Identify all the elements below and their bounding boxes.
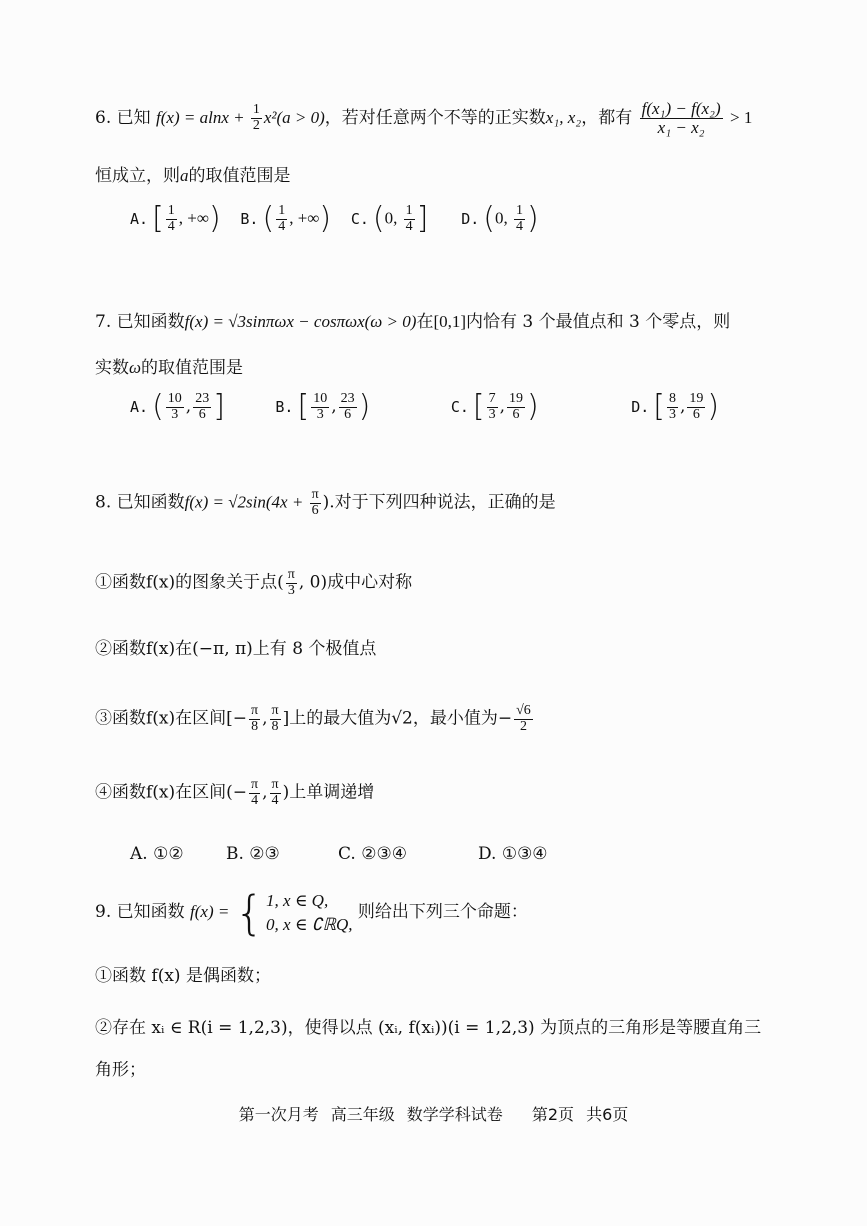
q7-option-d-n1: 8 — [669, 391, 676, 406]
q7-option-b-close: ) — [358, 389, 371, 425]
q6-option-b[interactable] — [240, 201, 345, 237]
q8-s4-d2: 4 — [271, 792, 279, 808]
q6-option-a[interactable] — [130, 201, 235, 237]
q6-half-den: 2 — [252, 117, 260, 133]
q8-statement-3: ③函数f(x)在区间[− $\frac{\pi}{8}$ , $\frac{\pi}{8}$ ]上的最大值为√2，最小值为− $\frac{√6}{2}$ — [95, 703, 531, 734]
q7-option-a-n1: 10 — [167, 391, 182, 406]
q7-option-a-label: A. — [130, 397, 149, 416]
q6-frac-den: x₁ − x₂ — [657, 117, 705, 137]
q6-option-c-num: 1 — [405, 203, 413, 218]
q8-s4-post: )上单调递增 — [282, 782, 375, 803]
q7-option-b-n1: 10 — [313, 391, 328, 406]
q8-func-pre: f(x) = √2sin(4x + — [184, 492, 308, 512]
q8-line1 — [95, 488, 807, 518]
q6-option-a-frac — [166, 204, 177, 234]
q7-option-b-label: B. — [275, 397, 294, 416]
q7-option-c-open: [ — [472, 389, 485, 425]
q7-interval: [0,1] — [433, 312, 467, 331]
q8-func-post: ).对于下列四种说法，正确的是 — [322, 492, 556, 513]
q6-option-d-num: 1 — [516, 203, 523, 218]
q6-func: f(x) = alnx + — [156, 107, 249, 127]
q8-s3-frac1 — [249, 704, 260, 734]
q7-option-d-d2: 6 — [692, 406, 700, 422]
q6-option-b-open: ( — [262, 201, 275, 237]
q8-s1-num: π — [287, 567, 295, 582]
q6-half — [251, 103, 262, 133]
q8-s4-d1: 4 — [251, 792, 259, 808]
q8-s2-text: ②函数f(x)在(−π, π)上有 8 个极值点 — [95, 639, 377, 659]
q6-option-a-num: 1 — [167, 203, 175, 218]
q6-option-c-label: C. — [350, 209, 369, 228]
q8-s3-d2: 8 — [271, 718, 279, 734]
q7-option-a-frac1 — [166, 392, 184, 422]
q6-option-d-open: ( — [483, 201, 495, 237]
q8-s3-frac2 — [270, 704, 281, 734]
q7-func: f(x) = √3sinπωx − cosπωx(ω > 0) — [184, 312, 417, 331]
q7-option-d[interactable]: D. [ $\frac{8}{3}$ , $\frac{19}{6}$ ) — [631, 389, 720, 425]
q6-option-a-close: ) — [209, 201, 221, 237]
q6-option-a-open: [ — [152, 201, 164, 237]
q8-s4-n2: π — [271, 777, 279, 792]
q6-prefix: 已知 — [116, 107, 151, 128]
q6-number: 6. — [95, 107, 112, 128]
footer-total: 共6页 — [586, 1105, 629, 1124]
q8-s1-pre: ①函数f(x)的图象关于点( — [95, 572, 284, 593]
q8-s4-pre: ④函数f(x)在区间(− — [95, 782, 248, 803]
q9-piecewise — [234, 885, 353, 940]
q8-option-d[interactable]: D. ①③④ — [478, 844, 548, 864]
q9-s2-text: ②存在 xᵢ ∈ R(i = 1,2,3)，使得以点 (xᵢ, f(xᵢ))(i = 1,2,3) 为顶点的三角形是等腰直角三 — [95, 1018, 762, 1038]
q7-option-c-frac2 — [507, 392, 525, 422]
q7-option-d-close: ) — [707, 389, 720, 425]
q7-option-b-frac2 — [339, 392, 357, 422]
q6-func-tail: x²(a > 0) — [263, 107, 325, 127]
q8-s3-frac3 — [514, 704, 533, 734]
q7-option-b[interactable]: B. [ $\frac{10}{3}$ , $\frac{23}{6}$ ) — [275, 389, 371, 425]
q8-s3-n2: π — [271, 703, 279, 718]
q7-option-d-frac1 — [667, 392, 678, 422]
q9-case2: 0, x ∈ ∁ℝQ, — [266, 914, 353, 934]
q6-option-c-frac — [404, 204, 415, 234]
q8-statement-1 — [95, 568, 807, 598]
q7-option-b-n2: 23 — [340, 391, 355, 406]
q9-s1-text: ①函数 f(x) 是偶函数； — [95, 966, 271, 986]
q7-option-c-close: ) — [527, 389, 539, 425]
q6-option-d-den: 4 — [516, 218, 523, 234]
q6-option-b-den: 4 — [278, 218, 286, 234]
q9-prefix: 已知函数 — [116, 902, 185, 922]
q7-option-b-d1: 3 — [316, 406, 324, 422]
q9-s2-cont: 角形； — [95, 1060, 146, 1080]
footer-exam: 第一次月考 — [238, 1105, 319, 1124]
q9-brace: { — [234, 885, 265, 940]
q8-number: 8. — [95, 492, 112, 513]
q6-line2 — [95, 164, 807, 188]
q7-option-c-frac1 — [487, 392, 498, 422]
q8-s3-d1: 8 — [251, 718, 259, 734]
q8-s1-frac — [286, 568, 297, 598]
q7-mid: 在 — [416, 312, 434, 332]
q6-option-a-den: 4 — [167, 218, 175, 234]
q6-option-c[interactable] — [350, 201, 456, 237]
q8-prefix: 已知函数 — [116, 492, 185, 513]
q8-s3-n1: π — [251, 703, 259, 718]
q6-option-b-close: ) — [319, 201, 332, 237]
q6-option-d[interactable] — [461, 201, 566, 237]
q6-option-c-close: ] — [416, 201, 429, 237]
q6-option-d-close: ) — [527, 201, 539, 237]
q8-statement-2 — [95, 637, 807, 661]
q8-options — [130, 842, 807, 866]
q6-vars: x₁, x₂ — [545, 107, 582, 127]
q6-options — [130, 201, 807, 237]
q7-option-c[interactable]: C. [ $\frac{7}{3}$ , $\frac{19}{6}$ ) — [450, 389, 539, 425]
q8-s4-frac2 — [270, 778, 281, 808]
q9-statement-2-cont — [95, 1058, 807, 1082]
q7-tail: 内恰有 3 个最值点和 3 个零点，则 — [466, 312, 731, 332]
q7-option-a[interactable]: A. ( $\frac{10}{3}$ , $\frac{23}{6}$ ] — [130, 389, 225, 425]
q6-option-b-rest: , +∞ — [289, 208, 320, 228]
q7-option-b-d2: 6 — [344, 406, 352, 422]
footer-grade: 高三年级 — [330, 1105, 395, 1124]
q7-option-b-frac1 — [311, 392, 329, 422]
q6-line2-tail: 的取值范围是 — [188, 166, 291, 186]
q6-diff-quotient — [640, 100, 723, 137]
q9-line1 — [95, 885, 807, 940]
q9-statement-2 — [95, 1016, 807, 1040]
q8-s1-den: 3 — [287, 582, 295, 598]
q6-line2-text: 恒成立，则 — [95, 166, 180, 186]
q7-option-d-d1: 3 — [669, 406, 676, 422]
q6-frac-num: f(x₁) − f(x₂) — [641, 99, 721, 118]
q6-option-d-label: D. — [461, 209, 480, 228]
q6-option-d-frac — [514, 204, 525, 234]
q9-case1: 1, x ∈ Q, — [266, 890, 329, 910]
q7-option-c-n1: 7 — [488, 391, 496, 406]
q7-option-a-d2: 6 — [198, 406, 206, 422]
q7-prefix: 已知函数 — [116, 312, 185, 332]
q6-option-b-label: B. — [240, 209, 259, 228]
q7-number: 7. — [95, 312, 112, 332]
q7-option-d-open: [ — [653, 389, 665, 425]
q8-statement-4: ④函数f(x)在区间(− $\frac{\pi}{4}$ , $\frac{\pi}{4}$ )上单调递增 — [95, 777, 375, 808]
q7-option-a-n2: 23 — [195, 391, 210, 406]
q6-option-b-num: 1 — [278, 203, 286, 218]
q7-options — [130, 389, 807, 425]
q8-pi-frac — [310, 488, 321, 518]
q7-line2 — [95, 356, 807, 380]
q8-s4-n1: π — [251, 777, 259, 792]
q6-line1 — [95, 100, 807, 137]
q6-option-b-frac — [276, 204, 287, 234]
q6-var-a: a — [180, 166, 189, 185]
q7-line1 — [95, 310, 807, 334]
q7-option-a-open: ( — [152, 389, 164, 425]
q9-func: f(x) = — [190, 902, 230, 921]
q7-line2-pre: 实数 — [95, 358, 129, 378]
q8-option-b[interactable]: B. ②③ — [226, 844, 280, 864]
q7-option-b-open: [ — [297, 389, 310, 425]
q8-s1-post: , 0)成中心对称 — [298, 572, 413, 593]
q9-number: 9. — [95, 902, 112, 922]
q6-option-c-den: 4 — [405, 218, 413, 234]
page-footer — [0, 1102, 867, 1125]
q8-s3-n3: √6 — [516, 703, 531, 718]
q7-option-a-frac2 — [193, 392, 211, 422]
q6-option-c-open: ( — [372, 201, 385, 237]
q6-option-d-pre: 0, — [495, 208, 512, 228]
q6-half-num: 1 — [252, 102, 260, 118]
q7-omega: ω — [129, 358, 142, 377]
q7-option-c-d2: 6 — [512, 406, 520, 422]
q6-option-c-pre: 0, — [384, 208, 402, 228]
q9-statement-1 — [95, 964, 807, 988]
q7-option-d-label: D. — [631, 397, 650, 416]
q6-gt: > 1 — [730, 107, 753, 127]
q7-line2-tail: 的取值范围是 — [141, 358, 244, 378]
q8-s4-frac1 — [249, 778, 260, 808]
q8-pi-den: 6 — [311, 502, 319, 518]
q8-pi-num: π — [311, 487, 319, 502]
q7-option-d-frac2 — [687, 392, 705, 422]
q8-s3-d3: 2 — [519, 718, 527, 734]
q8-option-a[interactable]: A. ①② — [130, 844, 184, 864]
q7-option-d-n2: 19 — [689, 391, 704, 406]
footer-subject: 数学学科试卷 — [406, 1105, 503, 1124]
q8-s3-pre: ③函数f(x)在区间[− — [95, 708, 248, 729]
q6-option-a-rest: , +∞ — [178, 208, 209, 228]
footer-page: 第2页 — [531, 1105, 575, 1124]
q7-option-c-label: C. — [450, 397, 469, 416]
q8-option-c[interactable]: C. ②③④ — [338, 844, 407, 864]
q7-option-a-close: ] — [213, 389, 225, 425]
q6-have: ，都有 — [581, 107, 633, 128]
q7-option-c-d1: 3 — [488, 406, 496, 422]
q7-option-a-d1: 3 — [171, 406, 179, 422]
q7-option-c-n2: 19 — [509, 391, 523, 406]
q6-condition: ，若对任意两个不等的正实数 — [324, 107, 546, 128]
q6-option-a-label: A. — [130, 209, 149, 228]
q8-s3-mid: ]上的最大值为√2，最小值为− — [282, 708, 513, 729]
q9-tail: 则给出下列三个命题： — [357, 902, 528, 922]
